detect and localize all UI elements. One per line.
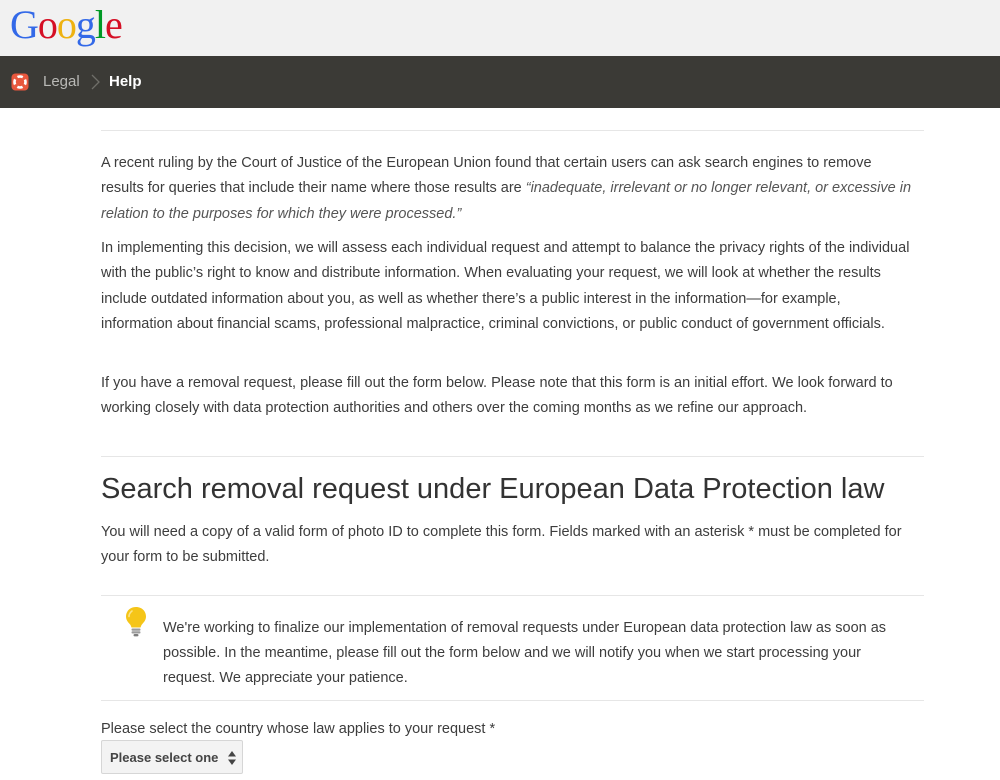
logo-letter: o bbox=[37, 2, 57, 47]
logo-letter: e bbox=[105, 2, 122, 47]
intro-paragraph-3: If you have a removal request, please fill out the form below. Please note that this form is an initial effort. We look forward to working closely with data protection authorities and others over the coming months as we refine our approach. bbox=[101, 375, 893, 417]
divider bbox=[101, 456, 924, 457]
divider bbox=[101, 130, 924, 131]
header-bar bbox=[0, 0, 1000, 56]
chevron-right-icon bbox=[89, 74, 103, 90]
breadcrumb-legal-link[interactable]: Legal bbox=[43, 73, 80, 90]
logo-letter: G bbox=[10, 2, 38, 47]
breadcrumb-help: Help bbox=[109, 73, 142, 90]
intro-paragraph-1-text: A recent ruling by the Court of Justice of the European Union found that certain users can ask search engines to remove results for queries that include their name where those results are bbox=[101, 155, 872, 197]
country-select-label: Please select the country whose law applies to your request * bbox=[101, 721, 496, 737]
nav-bar bbox=[0, 56, 1000, 108]
lifebuoy-icon[interactable] bbox=[11, 73, 29, 91]
logo-letter: g bbox=[75, 2, 95, 47]
section-description: You will need a copy of a valid form of photo ID to complete this form. Fields marked with an asterisk * must be completed for your form to be submitted. bbox=[101, 524, 902, 566]
up-down-arrows-icon bbox=[227, 750, 237, 766]
intro-paragraph-2: In implementing this decision, we will assess each individual request and attempt to balance the privacy rights of the individual with the public’s right to know and distribute information. When evaluating your request, we will look at whether the results include outdated information about you, as well as whether there’s a public interest in the information—for example, information about financial scams, professional malpractice, criminal convictions, or public conduct of government officials. bbox=[101, 240, 910, 332]
google-logo[interactable] bbox=[10, 2, 122, 48]
divider bbox=[101, 595, 924, 596]
country-select[interactable] bbox=[101, 740, 243, 774]
country-select-value: Please select one bbox=[110, 750, 219, 765]
logo-letter: l bbox=[94, 2, 106, 47]
section-title: Search removal request under European Data Protection law bbox=[101, 473, 885, 505]
divider bbox=[101, 700, 924, 701]
lightbulb-icon bbox=[124, 606, 148, 638]
intro-paragraph-1-quote: “inadequate, irrelevant or no longer relevant, or excessive in relation to the purposes for which they were processed.” bbox=[101, 180, 912, 222]
intro-paragraph-1 bbox=[101, 151, 913, 227]
notice-message: We're working to finalize our implementation of removal requests under European data protection law as soon as possible. In the meantime, please fill out the form below and we will notify you when we start processing your request. We appreciate your patience. bbox=[163, 620, 887, 686]
logo-letter: o bbox=[56, 2, 76, 47]
